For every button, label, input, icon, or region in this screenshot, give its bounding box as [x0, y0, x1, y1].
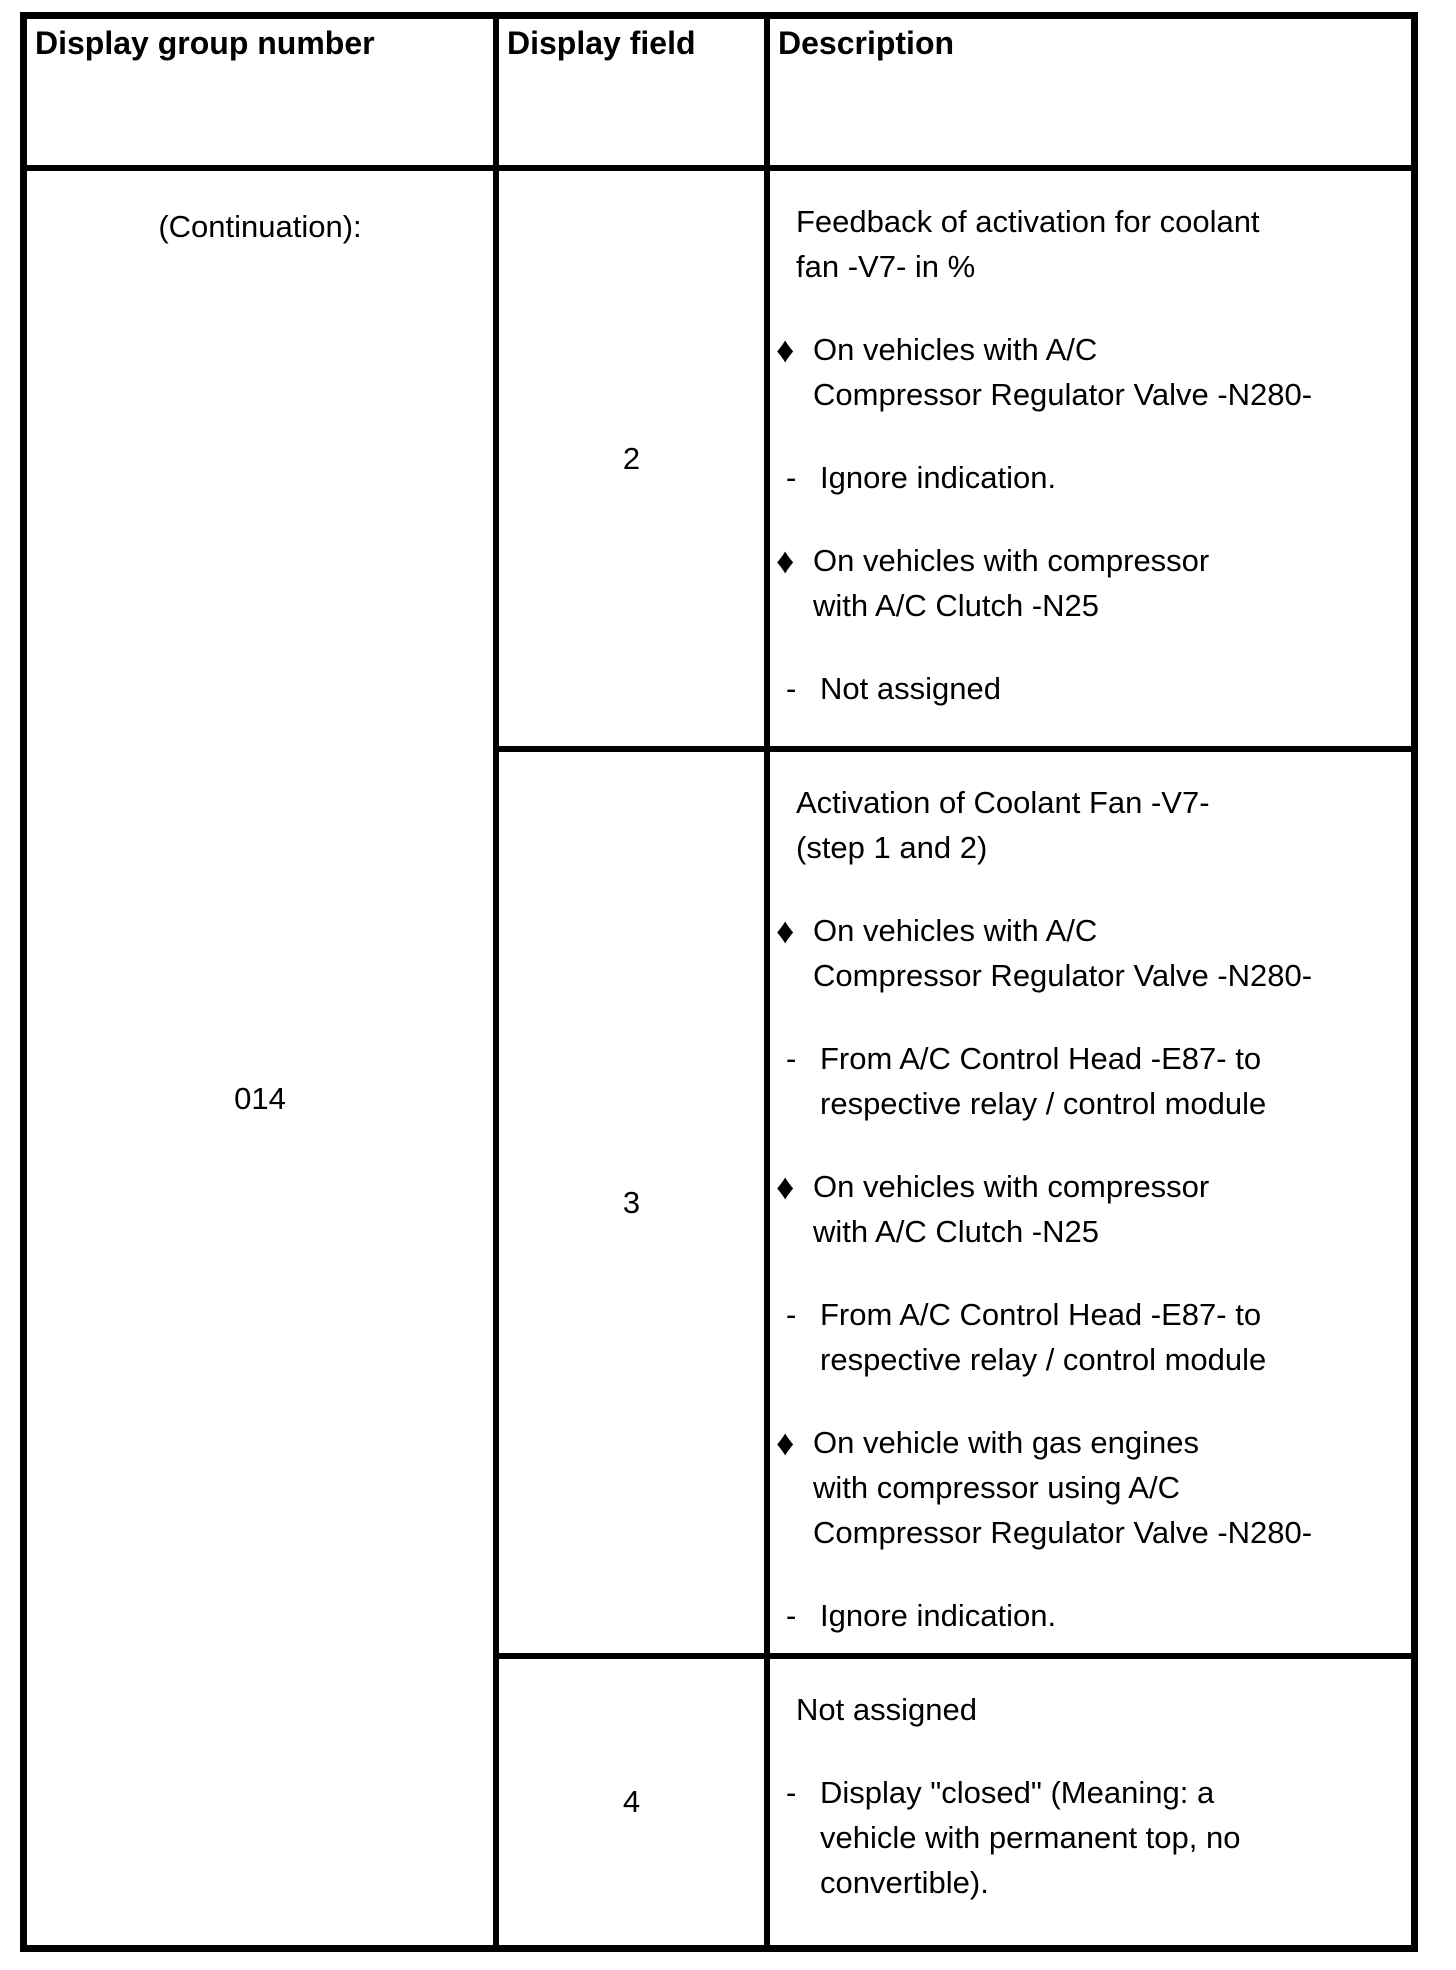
group-number: 014: [234, 1081, 286, 1116]
description-line: From A/C Control Head -E87- to: [820, 1297, 1262, 1332]
description-line: vehicle with permanent top, no: [820, 1820, 1241, 1855]
description-line: Ignore indication.: [820, 1598, 1057, 1633]
description-line: Display "closed" (Meaning: a: [820, 1775, 1215, 1810]
diamond-bullet-icon: ♦: [776, 910, 795, 951]
description-line: Not assigned: [820, 671, 1001, 706]
dash-item: [786, 1593, 1397, 1638]
display-field-cell-2: [499, 171, 770, 752]
description-line: (step 1 and 2): [796, 830, 988, 865]
description-line: fan -V7- in %: [796, 249, 976, 284]
dash-item: [786, 1770, 1397, 1905]
description-line: Not assigned: [796, 1692, 977, 1727]
display-group-table: [20, 12, 1418, 1952]
description-cell-3: [770, 752, 1411, 1659]
display-field-value: 4: [622, 1784, 641, 1819]
display-group-cell: [27, 171, 499, 1945]
bullet-item: [776, 538, 1397, 628]
description-line: Ignore indication.: [820, 460, 1057, 495]
header-display-field-label: Display field: [507, 25, 696, 61]
continuation-label: (Continuation):: [158, 209, 362, 244]
header-display-field: [499, 19, 770, 171]
bullet-item: [776, 908, 1397, 998]
description-line: Compressor Regulator Valve -N280-: [813, 377, 1313, 412]
description-cell-2: [770, 171, 1411, 752]
description-line: On vehicles with compressor: [813, 1169, 1210, 1204]
description-line: convertible).: [820, 1865, 989, 1900]
dash-icon: -: [786, 1041, 797, 1076]
dash-icon: -: [786, 1297, 797, 1332]
header-description: [770, 19, 1411, 171]
dash-item: [786, 666, 1397, 711]
diamond-bullet-icon: ♦: [776, 329, 795, 370]
header-display-group-number-label: Display group number: [35, 25, 375, 61]
description-line: On vehicle with gas engines: [813, 1425, 1200, 1460]
bullet-item: [776, 1420, 1397, 1555]
description-line: Compressor Regulator Valve -N280-: [813, 958, 1313, 993]
display-field-cell-4: [499, 1659, 770, 1945]
description-cell-4: [770, 1659, 1411, 1945]
description-line: On vehicles with compressor: [813, 543, 1210, 578]
description-line: Feedback of activation for coolant: [796, 204, 1260, 239]
dash-icon: -: [786, 1775, 797, 1810]
bullet-item: [776, 327, 1397, 417]
display-field-value: 2: [622, 440, 641, 476]
description-line: with A/C Clutch -N25: [813, 1214, 1099, 1249]
dash-item: [786, 1036, 1397, 1126]
description-paragraph: [796, 1687, 1397, 1732]
dash-item: [786, 455, 1397, 500]
description-line: From A/C Control Head -E87- to: [820, 1041, 1262, 1076]
description-line: respective relay / control module: [820, 1086, 1267, 1121]
dash-item: [786, 1292, 1397, 1382]
dash-icon: -: [786, 460, 797, 495]
bullet-item: [776, 1164, 1397, 1254]
display-field-cell-3: [499, 752, 770, 1659]
display-field-value: 3: [622, 1184, 641, 1220]
dash-icon: -: [786, 1598, 797, 1633]
description-line: On vehicles with A/C: [813, 332, 1098, 367]
description-line: Compressor Regulator Valve -N280-: [813, 1515, 1313, 1550]
description-line: On vehicles with A/C: [813, 913, 1098, 948]
dash-icon: -: [786, 671, 797, 706]
diamond-bullet-icon: ♦: [776, 1422, 795, 1463]
description-line: with A/C Clutch -N25: [813, 588, 1099, 623]
description-line: Activation of Coolant Fan -V7-: [796, 785, 1210, 820]
description-line: respective relay / control module: [820, 1342, 1267, 1377]
header-description-label: Description: [778, 25, 955, 61]
description-line: with compressor using A/C: [813, 1470, 1180, 1505]
description-paragraph: [796, 780, 1397, 870]
header-display-group-number: [27, 19, 499, 171]
description-paragraph: [796, 199, 1397, 289]
diamond-bullet-icon: ♦: [776, 540, 795, 581]
diamond-bullet-icon: ♦: [776, 1166, 795, 1207]
